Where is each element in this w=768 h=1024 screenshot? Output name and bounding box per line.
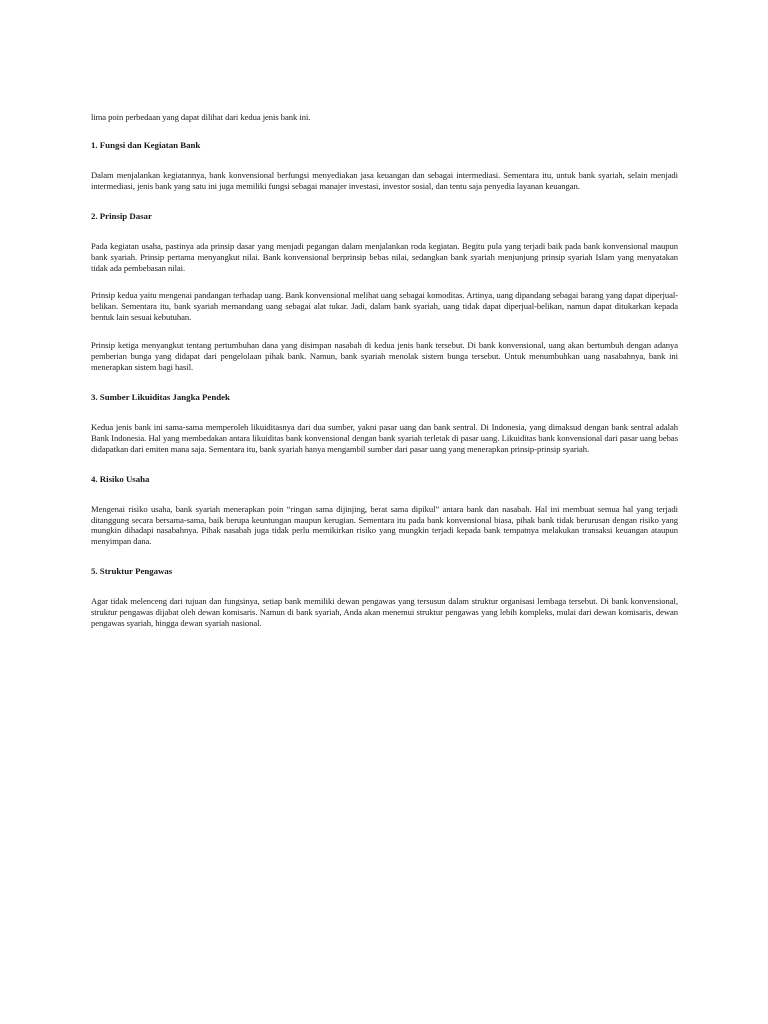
section-risiko-usaha [91,474,678,548]
section-heading: 2. Prinsip Dasar [91,210,152,221]
intro-text: lima poin perbedaan yang dapat dilihat dari kedua jenis bank ini. [91,112,311,122]
section-struktur-pengawas [91,566,678,629]
section-paragraph: Prinsip ketiga menyangkut tentang pertumbuhan dana yang disimpan nasabah di kedua jenis bank tersebut. Di bank konvensional, uang akan bertumbuh dengan adanya pemberian bunga yang didapat dari pengelolaan pihak bank. Namun, bank syariah menolak sistem bunga tersebut. Untuk menumbuhkan uang nasabahnya, bank ini menerapkan sistem bagi hasil. [91,340,678,372]
document-page [91,112,678,629]
section-paragraph: Pada kegiatan usaha, pastinya ada prinsip dasar yang menjadi pegangan dalam menjalankan roda kegiatan. Begitu pula yang terjadi baik pada bank konvensional maupun bank syariah. Prinsip pertama menyangkut nilai. Bank konvensional berprinsip bebas nilai, sedangkan bank syariah menjunjung prinsip syariah Islam yang menyatakan tidak ada pembebasan nilai. [91,240,678,273]
section-paragraph: Agar tidak melenceng dari tujuan dan fungsinya, setiap bank memiliki dewan pengawas yang tersusun dalam struktur organisasi lembaga tersebut. Di bank konvensional, struktur pengawas dijabat oleh dewan komisaris. Namun di bank syariah, Anda akan menemui struktur pengawas yang lebih kompleks, mulai dari dewan komisaris, dewan pengawas syariah, hingga dewan syariah nasional. [91,596,678,629]
section-fungsi-kegiatan [91,140,678,192]
section-prinsip-dasar [91,211,678,373]
section-heading: 4. Risiko Usaha [91,473,150,484]
section-paragraph: Kedua jenis bank ini sama-sama memperoleh likuiditasnya dari dua sumber, yakni pasar uang dan bank sentral. Di Indonesia, yang dimaksud dengan bank sentral adalah Bank Indonesia. Hal yang membedakan antara likuiditas bank konvensional dengan bank syariah terletak di pasar uang. Likuiditas bank konvensional dari pasar uang bebas didapatkan dari emiten mana saja. Sementara itu, bank syariah hanya mengambil sumber dari pasar uang yang menerapkan prinsip-prinsip syariah. [91,421,678,454]
section-paragraph: Mengenai risiko usaha, bank syariah menerapkan poin “ringan sama dijinjing, berat sama dipikul” antara bank dan nasabah. Hal ini membuat semua hal yang terjadi ditanggung secara bersama-sama, baik berupa keuntungan maupun kerugian. Sementara itu pada bank konvensional biasa, pihak bank tidak berurusan dengan risiko yang mungkin dihadapi nasabahnya. Pihak nasabah juga tidak perlu memikirkan risiko yang mungkin terjadi kepada bank tempatnya melakukan transaksi keuangan ataupun menyimpan dana. [91,503,678,547]
section-heading: 1. Fungsi dan Kegiatan Bank [91,139,201,150]
section-paragraph: Dalam menjalankan kegiatannya, bank konvensional berfungsi menyediakan jasa keuangan dan sebagai intermediasi. Sementara itu, untuk bank syariah, selain menjadi intermediasi, jenis bank yang satu ini juga memiliki fungsi sebagai manajer investasi, investor sosial, dan tentu saja penyedia layanan keuangan. [91,169,678,191]
section-heading: 5. Struktur Pengawas [91,566,173,577]
section-heading: 3. Sumber Likuiditas Jangka Pendek [91,391,230,402]
section-paragraph: Prinsip kedua yaitu mengenai pandangan terhadap uang. Bank konvensional melihat uang sebagai komoditas. Artinya, uang dipandang sebagai barang yang dapat diperjual-belikan. Sementara itu, bank syariah memandang uang sebagai alat tukar. Jadi, dalam bank syariah, uang tidak dapat diperjual-belikan, namun dapat ditukarkan kepada bentuk lain sesuai kebutuhan. [91,290,678,323]
section-sumber-likuiditas [91,392,678,455]
